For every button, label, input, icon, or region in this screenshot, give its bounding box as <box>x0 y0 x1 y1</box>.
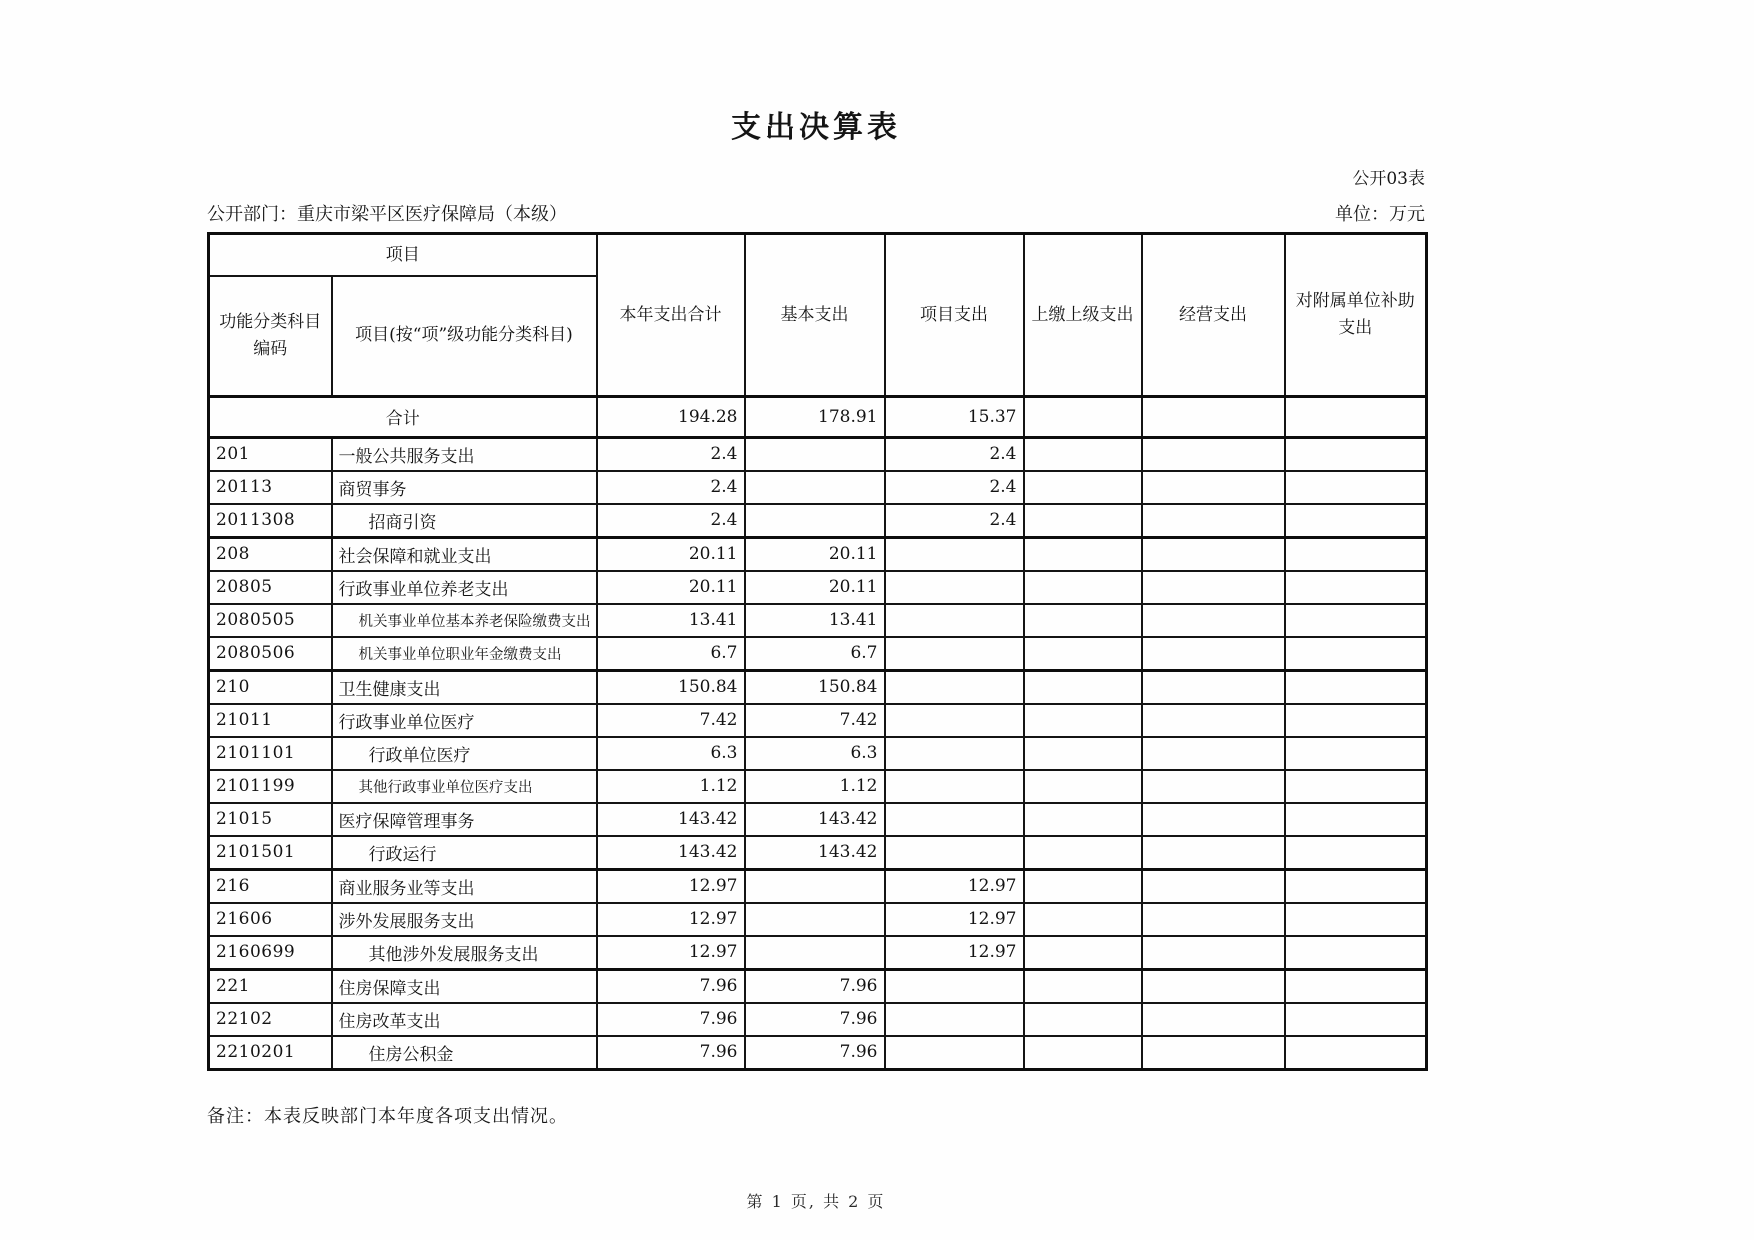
unit-label: 单位：万元 <box>1335 204 1425 225</box>
amount-total-cell: 6.3 <box>597 737 745 770</box>
amount-upper-cell <box>1024 869 1142 903</box>
amount-basic-cell: 6.3 <box>745 737 885 770</box>
amount-total-cell: 12.97 <box>597 936 745 970</box>
amount-subsidy-cell <box>1285 770 1427 803</box>
total-amount-total-cell: 194.28 <box>597 396 745 437</box>
amount-project-cell: 12.97 <box>885 903 1024 936</box>
amount-subsidy-cell <box>1285 869 1427 903</box>
table-row <box>209 1036 1427 1070</box>
code-cell: 2011308 <box>209 504 332 538</box>
amount-total-cell: 2.4 <box>597 437 745 471</box>
amount-total-cell: 7.96 <box>597 969 745 1003</box>
amount-basic-cell: 1.12 <box>745 770 885 803</box>
amount-upper-cell <box>1024 969 1142 1003</box>
total-amount-upper-cell <box>1024 396 1142 437</box>
total-amount-subsidy-cell <box>1285 396 1427 437</box>
name-cell: 商业服务业等支出 <box>332 869 597 903</box>
amount-project-cell <box>885 770 1024 803</box>
amount-project-cell <box>885 571 1024 604</box>
name-cell: 行政事业单位养老支出 <box>332 571 597 604</box>
name-cell: 其他行政事业单位医疗支出 <box>332 770 597 803</box>
amount-upper-cell <box>1024 737 1142 770</box>
name-cell: 机关事业单位基本养老保险缴费支出 <box>332 604 597 637</box>
table-meta-row <box>207 202 1425 232</box>
amount-operating-cell <box>1142 803 1285 836</box>
amount-basic-cell: 7.96 <box>745 1003 885 1036</box>
amount-subsidy-cell <box>1285 571 1427 604</box>
table-row <box>209 803 1427 836</box>
name-cell: 住房改革支出 <box>332 1003 597 1036</box>
amount-basic-cell: 7.42 <box>745 704 885 737</box>
name-cell: 招商引资 <box>332 504 597 538</box>
amount-subsidy-cell <box>1285 903 1427 936</box>
code-cell: 20113 <box>209 471 332 504</box>
amount-subsidy-cell <box>1285 670 1427 704</box>
amount-operating-cell <box>1142 836 1285 870</box>
amount-operating-cell <box>1142 637 1285 671</box>
col-header-code: 功能分类科目编码 <box>209 276 332 397</box>
amount-project-cell <box>885 803 1024 836</box>
table-row <box>209 737 1427 770</box>
amount-upper-cell <box>1024 936 1142 970</box>
amount-subsidy-cell <box>1285 1003 1427 1036</box>
amount-upper-cell <box>1024 471 1142 504</box>
amount-operating-cell <box>1142 1003 1285 1036</box>
amount-operating-cell <box>1142 537 1285 571</box>
table-row <box>209 936 1427 970</box>
sheet-label: 公开03表 <box>1352 169 1425 189</box>
table-row <box>209 770 1427 803</box>
amount-subsidy-cell <box>1285 1036 1427 1070</box>
code-cell: 216 <box>209 869 332 903</box>
total-amount-project-cell: 15.37 <box>885 396 1024 437</box>
amount-total-cell: 7.42 <box>597 704 745 737</box>
page-indicator: 第 1 页, 共 2 页 <box>746 1191 886 1211</box>
amount-total-cell: 2.4 <box>597 504 745 538</box>
amount-project-cell <box>885 1036 1024 1070</box>
amount-total-cell: 2.4 <box>597 471 745 504</box>
amount-basic-cell: 13.41 <box>745 604 885 637</box>
col-header-operating: 经营支出 <box>1142 234 1285 397</box>
total-label-cell: 合计 <box>209 396 597 437</box>
amount-project-cell <box>885 969 1024 1003</box>
amount-subsidy-cell <box>1285 604 1427 637</box>
amount-basic-cell <box>745 869 885 903</box>
table-row <box>209 437 1427 471</box>
code-cell: 2080506 <box>209 637 332 671</box>
table-row <box>209 969 1427 1003</box>
code-cell: 2210201 <box>209 1036 332 1070</box>
amount-subsidy-cell <box>1285 504 1427 538</box>
amount-operating-cell <box>1142 670 1285 704</box>
name-cell: 商贸事务 <box>332 471 597 504</box>
code-cell: 22102 <box>209 1003 332 1036</box>
amount-subsidy-cell <box>1285 471 1427 504</box>
amount-basic-cell: 150.84 <box>745 670 885 704</box>
amount-upper-cell <box>1024 903 1142 936</box>
amount-subsidy-cell <box>1285 637 1427 671</box>
amount-operating-cell <box>1142 936 1285 970</box>
amount-total-cell: 143.42 <box>597 836 745 870</box>
table-body <box>209 396 1427 1069</box>
amount-total-cell: 1.12 <box>597 770 745 803</box>
code-cell: 201 <box>209 437 332 471</box>
amount-subsidy-cell <box>1285 437 1427 471</box>
amount-total-cell: 13.41 <box>597 604 745 637</box>
code-cell: 208 <box>209 537 332 571</box>
amount-project-cell: 2.4 <box>885 504 1024 538</box>
code-cell: 21606 <box>209 903 332 936</box>
amount-project-cell <box>885 737 1024 770</box>
page-title: 支出决算表 <box>731 110 901 145</box>
amount-project-cell <box>885 1003 1024 1036</box>
amount-operating-cell <box>1142 1036 1285 1070</box>
code-cell: 2160699 <box>209 936 332 970</box>
header-row-top <box>209 234 1427 276</box>
code-cell: 2101501 <box>209 836 332 870</box>
table-row <box>209 604 1427 637</box>
code-cell: 21011 <box>209 704 332 737</box>
amount-project-cell: 12.97 <box>885 869 1024 903</box>
col-header-project-group: 项目 <box>209 234 597 276</box>
col-header-project: 项目支出 <box>885 234 1024 397</box>
amount-operating-cell <box>1142 571 1285 604</box>
amount-subsidy-cell <box>1285 936 1427 970</box>
total-amount-basic-cell: 178.91 <box>745 396 885 437</box>
amount-project-cell <box>885 836 1024 870</box>
col-header-upper: 上缴上级支出 <box>1024 234 1142 397</box>
col-header-item: 项目(按“项”级功能分类科目) <box>332 276 597 397</box>
table-row <box>209 471 1427 504</box>
note-text: 备注：本表反映部门本年度各项支出情况。 <box>207 1105 568 1127</box>
amount-basic-cell: 20.11 <box>745 571 885 604</box>
amount-basic-cell: 7.96 <box>745 969 885 1003</box>
col-header-total: 本年支出合计 <box>597 234 745 397</box>
amount-subsidy-cell <box>1285 537 1427 571</box>
document-content <box>207 0 1425 1212</box>
code-cell: 210 <box>209 670 332 704</box>
name-cell: 其他涉外发展服务支出 <box>332 936 597 970</box>
amount-upper-cell <box>1024 803 1142 836</box>
amount-upper-cell <box>1024 504 1142 538</box>
name-cell: 卫生健康支出 <box>332 670 597 704</box>
name-cell: 医疗保障管理事务 <box>332 803 597 836</box>
amount-operating-cell <box>1142 471 1285 504</box>
amount-upper-cell <box>1024 437 1142 471</box>
amount-total-cell: 12.97 <box>597 869 745 903</box>
name-cell: 社会保障和就业支出 <box>332 537 597 571</box>
amount-basic-cell <box>745 437 885 471</box>
code-cell: 2080505 <box>209 604 332 637</box>
amount-subsidy-cell <box>1285 704 1427 737</box>
table-row <box>209 704 1427 737</box>
amount-basic-cell: 7.96 <box>745 1036 885 1070</box>
amount-basic-cell: 6.7 <box>745 637 885 671</box>
total-amount-operating-cell <box>1142 396 1285 437</box>
amount-operating-cell <box>1142 770 1285 803</box>
amount-total-cell: 20.11 <box>597 571 745 604</box>
table-row <box>209 670 1427 704</box>
amount-upper-cell <box>1024 1036 1142 1070</box>
name-cell: 机关事业单位职业年金缴费支出 <box>332 637 597 671</box>
amount-operating-cell <box>1142 437 1285 471</box>
amount-upper-cell <box>1024 770 1142 803</box>
amount-upper-cell <box>1024 836 1142 870</box>
amount-upper-cell <box>1024 670 1142 704</box>
amount-basic-cell <box>745 471 885 504</box>
amount-operating-cell <box>1142 969 1285 1003</box>
amount-basic-cell <box>745 936 885 970</box>
table-row <box>209 903 1427 936</box>
amount-upper-cell <box>1024 571 1142 604</box>
code-cell: 221 <box>209 969 332 1003</box>
department-label: 公开部门：重庆市梁平区医疗保障局（本级） <box>207 204 567 225</box>
amount-total-cell: 7.96 <box>597 1003 745 1036</box>
table-row <box>209 537 1427 571</box>
amount-upper-cell <box>1024 1003 1142 1036</box>
amount-subsidy-cell <box>1285 803 1427 836</box>
amount-total-cell: 6.7 <box>597 637 745 671</box>
table-row <box>209 836 1427 870</box>
amount-operating-cell <box>1142 903 1285 936</box>
amount-subsidy-cell <box>1285 836 1427 870</box>
amount-subsidy-cell <box>1285 737 1427 770</box>
total-row <box>209 396 1427 437</box>
amount-upper-cell <box>1024 537 1142 571</box>
col-header-subsidy: 对附属单位补助支出 <box>1285 234 1427 397</box>
amount-basic-cell <box>745 903 885 936</box>
amount-basic-cell: 143.42 <box>745 803 885 836</box>
table-row <box>209 1003 1427 1036</box>
amount-total-cell: 143.42 <box>597 803 745 836</box>
amount-project-cell <box>885 704 1024 737</box>
amount-total-cell: 12.97 <box>597 903 745 936</box>
name-cell: 一般公共服务支出 <box>332 437 597 471</box>
amount-operating-cell <box>1142 869 1285 903</box>
name-cell: 涉外发展服务支出 <box>332 903 597 936</box>
amount-operating-cell <box>1142 704 1285 737</box>
amount-upper-cell <box>1024 604 1142 637</box>
amount-project-cell: 12.97 <box>885 936 1024 970</box>
name-cell: 行政事业单位医疗 <box>332 704 597 737</box>
table-row <box>209 637 1427 671</box>
expenditure-table <box>207 232 1428 1071</box>
amount-upper-cell <box>1024 704 1142 737</box>
name-cell: 住房保障支出 <box>332 969 597 1003</box>
amount-operating-cell <box>1142 737 1285 770</box>
amount-project-cell: 2.4 <box>885 471 1024 504</box>
table-row <box>209 504 1427 538</box>
code-cell: 20805 <box>209 571 332 604</box>
amount-operating-cell <box>1142 504 1285 538</box>
amount-operating-cell <box>1142 604 1285 637</box>
amount-project-cell <box>885 537 1024 571</box>
amount-project-cell <box>885 637 1024 671</box>
amount-upper-cell <box>1024 637 1142 671</box>
amount-total-cell: 7.96 <box>597 1036 745 1070</box>
col-header-basic: 基本支出 <box>745 234 885 397</box>
code-cell: 2101101 <box>209 737 332 770</box>
amount-project-cell: 2.4 <box>885 437 1024 471</box>
name-cell: 住房公积金 <box>332 1036 597 1070</box>
amount-basic-cell: 20.11 <box>745 537 885 571</box>
table-row <box>209 869 1427 903</box>
name-cell: 行政运行 <box>332 836 597 870</box>
amount-subsidy-cell <box>1285 969 1427 1003</box>
amount-total-cell: 20.11 <box>597 537 745 571</box>
amount-basic-cell <box>745 504 885 538</box>
code-cell: 2101199 <box>209 770 332 803</box>
amount-project-cell <box>885 604 1024 637</box>
amount-total-cell: 150.84 <box>597 670 745 704</box>
amount-project-cell <box>885 670 1024 704</box>
code-cell: 21015 <box>209 803 332 836</box>
table-row <box>209 571 1427 604</box>
amount-basic-cell: 143.42 <box>745 836 885 870</box>
name-cell: 行政单位医疗 <box>332 737 597 770</box>
